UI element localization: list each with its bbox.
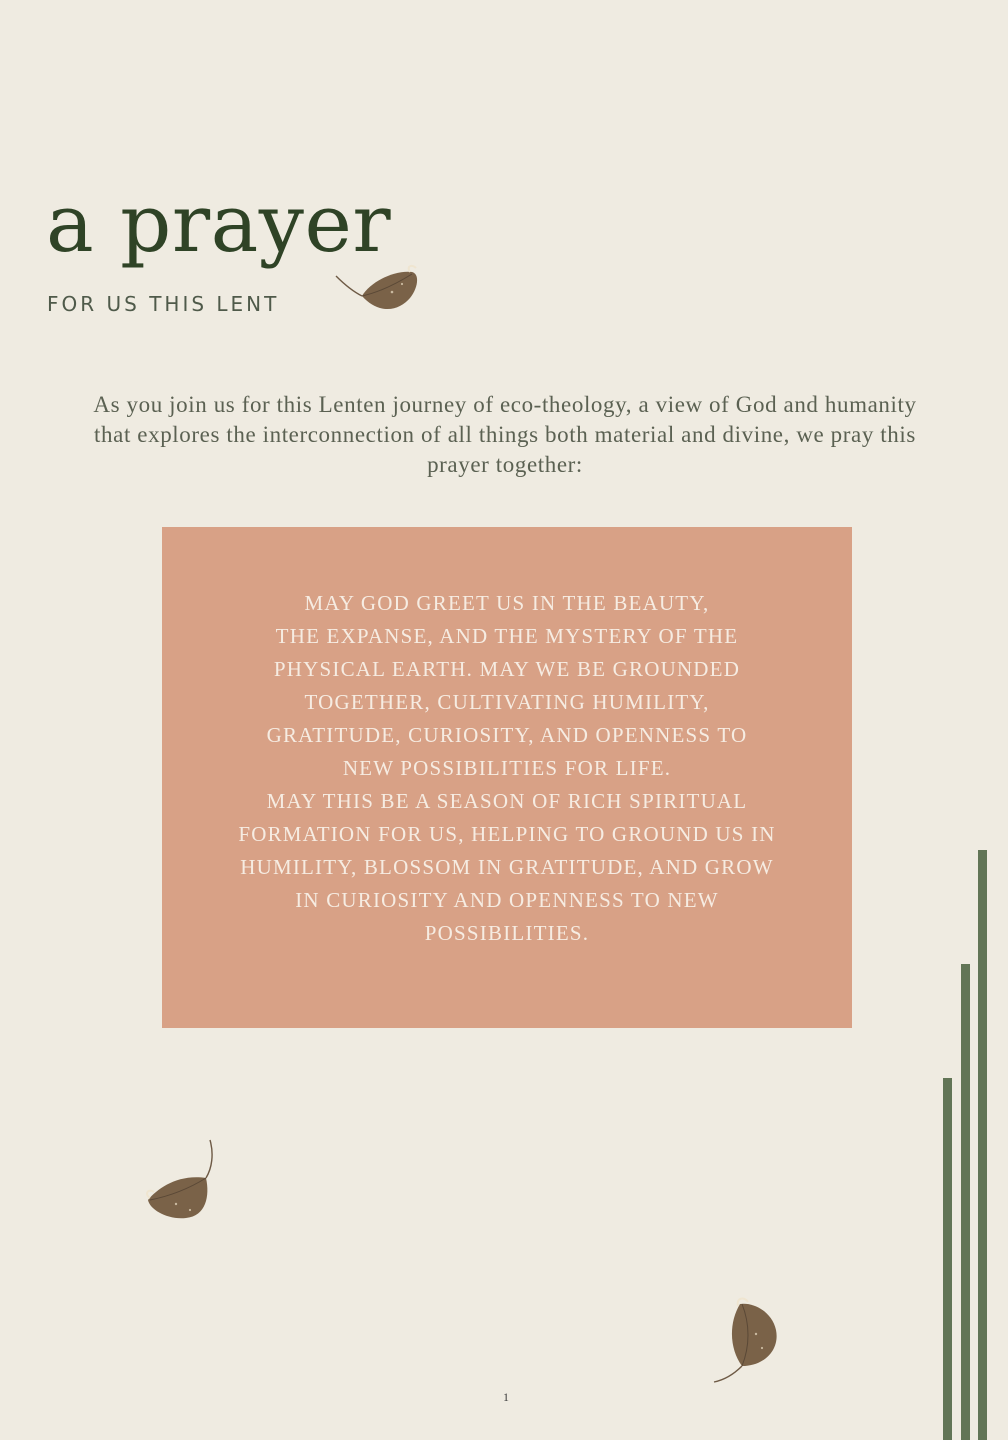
- prayer-line: PHYSICAL EARTH. MAY WE BE GROUNDED: [273, 657, 741, 681]
- page-title: a prayer: [46, 177, 392, 270]
- dried-leaf-icon: [140, 1138, 222, 1224]
- prayer-line: HUMILITY, BLOSSOM IN GRATITUDE, AND GROW: [240, 855, 774, 879]
- prayer-box: [162, 527, 852, 1028]
- dried-leaf-icon: [332, 262, 422, 318]
- page-number: 1: [503, 1390, 509, 1404]
- prayer-line: THE EXPANSE, AND THE MYSTERY OF THE: [275, 624, 739, 648]
- intro-paragraph: As you join us for this Lenten journey of eco-theology, a view of God and humanity that explores the interconnection of all things both material and divine, we pray this prayer together:: [93, 392, 917, 477]
- dried-leaf-icon: [710, 1294, 786, 1386]
- prayer-line: MAY GOD GREET US IN THE BEAUTY,: [304, 591, 710, 615]
- prayer-line: IN CURIOSITY AND OPENNESS TO NEW: [295, 888, 719, 912]
- prayer-line: TOGETHER, CULTIVATING HUMILITY,: [304, 690, 710, 714]
- prayer-line: MAY THIS BE A SEASON OF RICH SPIRITUAL: [266, 789, 748, 813]
- decorative-bar: [978, 850, 987, 1440]
- decorative-bar: [943, 1078, 952, 1440]
- prayer-line: GRATITUDE, CURIOSITY, AND OPENNESS TO: [266, 723, 748, 747]
- page-subtitle: FOR US THIS LENT: [47, 292, 280, 316]
- decorative-bar: [961, 964, 970, 1440]
- prayer-text: [192, 587, 822, 950]
- prayer-line: POSSIBILITIES.: [424, 921, 590, 945]
- prayer-line: FORMATION FOR US, HELPING TO GROUND US IN: [238, 822, 776, 846]
- prayer-line: NEW POSSIBILITIES FOR LIFE.: [342, 756, 672, 780]
